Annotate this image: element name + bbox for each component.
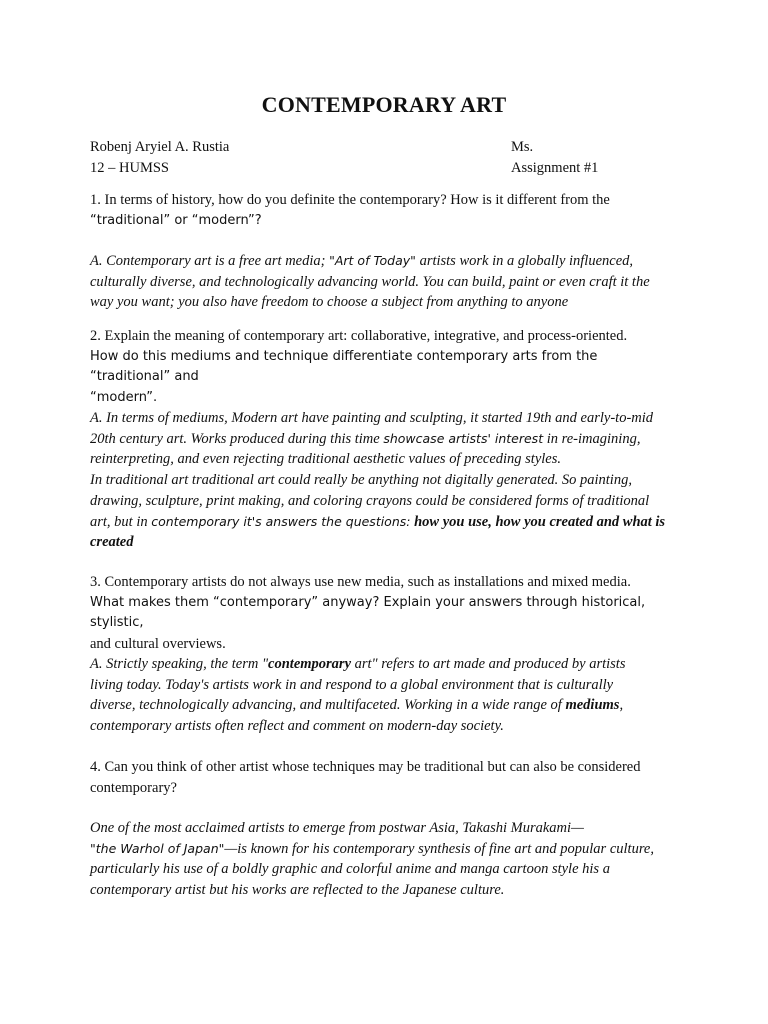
question-1 [90,190,680,231]
question-4-line-1: 4. Can you think of other artist whose techniques may be traditional but can also be considered [90,759,641,775]
answer-2-line-5: drawing, sculpture, print making, and coloring crayons could be considered forms of traditional [90,492,650,509]
question-3-line-2: What makes them “contemporary” anyway? Explain your answers through historical, stylistic, [90,594,646,631]
answer-1-line-3: way you want; you also have freedom to choose a subject from anything to anyone [90,294,569,311]
answer-4-line-2: "the Warhol of Japan"—is known for his contemporary synthesis of fine art and popular culture, [90,840,654,857]
question-3-line-3: and cultural overviews. [90,636,226,653]
answer-4 [90,818,680,901]
section-label: 12 – HUMSS [90,160,169,176]
answer-2-line-7: created [90,534,134,551]
answer-2-line-2: 20th century art. Works produced during this time showcase artists' interest in re-imagining, [90,430,641,447]
answer-2-line-3: reinterpreting, and even rejecting traditional aesthetic values of preceding styles. [90,451,562,468]
question-1-line-2: “traditional” or “modern”? [90,212,262,228]
answer-2 [90,408,680,553]
question-3-line-1: 3. Contemporary artists do not always use new media, such as installations and mixed media. [90,574,631,590]
answer-4-line-3: particularly his use of a boldly graphic and colorful anime and manga cartoon style his a [90,861,610,878]
question-4-line-2: contemporary? [90,779,177,796]
answer-2-line-1: A. In terms of mediums, Modern art have painting and sculpting, it started 19th and early-to-mid [90,410,654,426]
answer-3-line-1: A. Strictly speaking, the term "contemporary art" refers to art made and produced by artists [90,656,626,672]
question-2-line-1: 2. Explain the meaning of contemporary art: collaborative, integrative, and process-oriented. [90,328,628,344]
answer-4-line-1: One of the most acclaimed artists to emerge from postwar Asia, Takashi Murakami— [90,820,584,836]
assignment-label: Assignment #1 [511,160,599,176]
answer-4-line-4: contemporary artist but his works are reflected to the Japanese culture. [90,882,505,899]
answer-1-line-2: culturally diverse, and technologically advancing world. You can build, paint or even craft it the [90,273,650,290]
answer-1 [90,251,680,313]
question-4 [90,757,680,798]
question-2-line-3: “modern”. [90,390,158,406]
answer-3 [90,654,680,737]
question-1-line-1: 1. In terms of history, how do you definite the contemporary? How is it different from the [90,192,610,208]
answer-3-line-4: contemporary artists often reflect and comment on modern-day society. [90,718,504,735]
answer-2-line-4: In traditional art traditional art could really be anything not digitally generated. So painting, [90,472,632,489]
document-title: CONTEMPORARY ART [261,92,507,117]
meta-row-section [90,157,678,179]
meta-row-author [90,136,678,158]
question-2 [90,326,680,409]
answer-3-line-3: diverse, technologically advancing, and multifaceted. Working in a wide range of mediums, [90,697,624,714]
answer-1-line-1: A. Contemporary art is a free art media; "Art of Today" artists work in a globally influenced, [90,253,634,269]
question-2-line-2: How do this mediums and technique differentiate contemporary arts from the “traditional” and [90,348,598,385]
author-name: Robenj Aryiel A. Rustia [90,139,230,155]
answer-2-line-6: art, but in contemporary it's answers the questions: how you use, how you created and what is [90,513,666,530]
teacher-name: Ms. [511,139,534,155]
question-3 [90,572,680,655]
answer-3-line-2: living today. Today's artists work in and respond to a global environment that is culturally [90,676,614,693]
